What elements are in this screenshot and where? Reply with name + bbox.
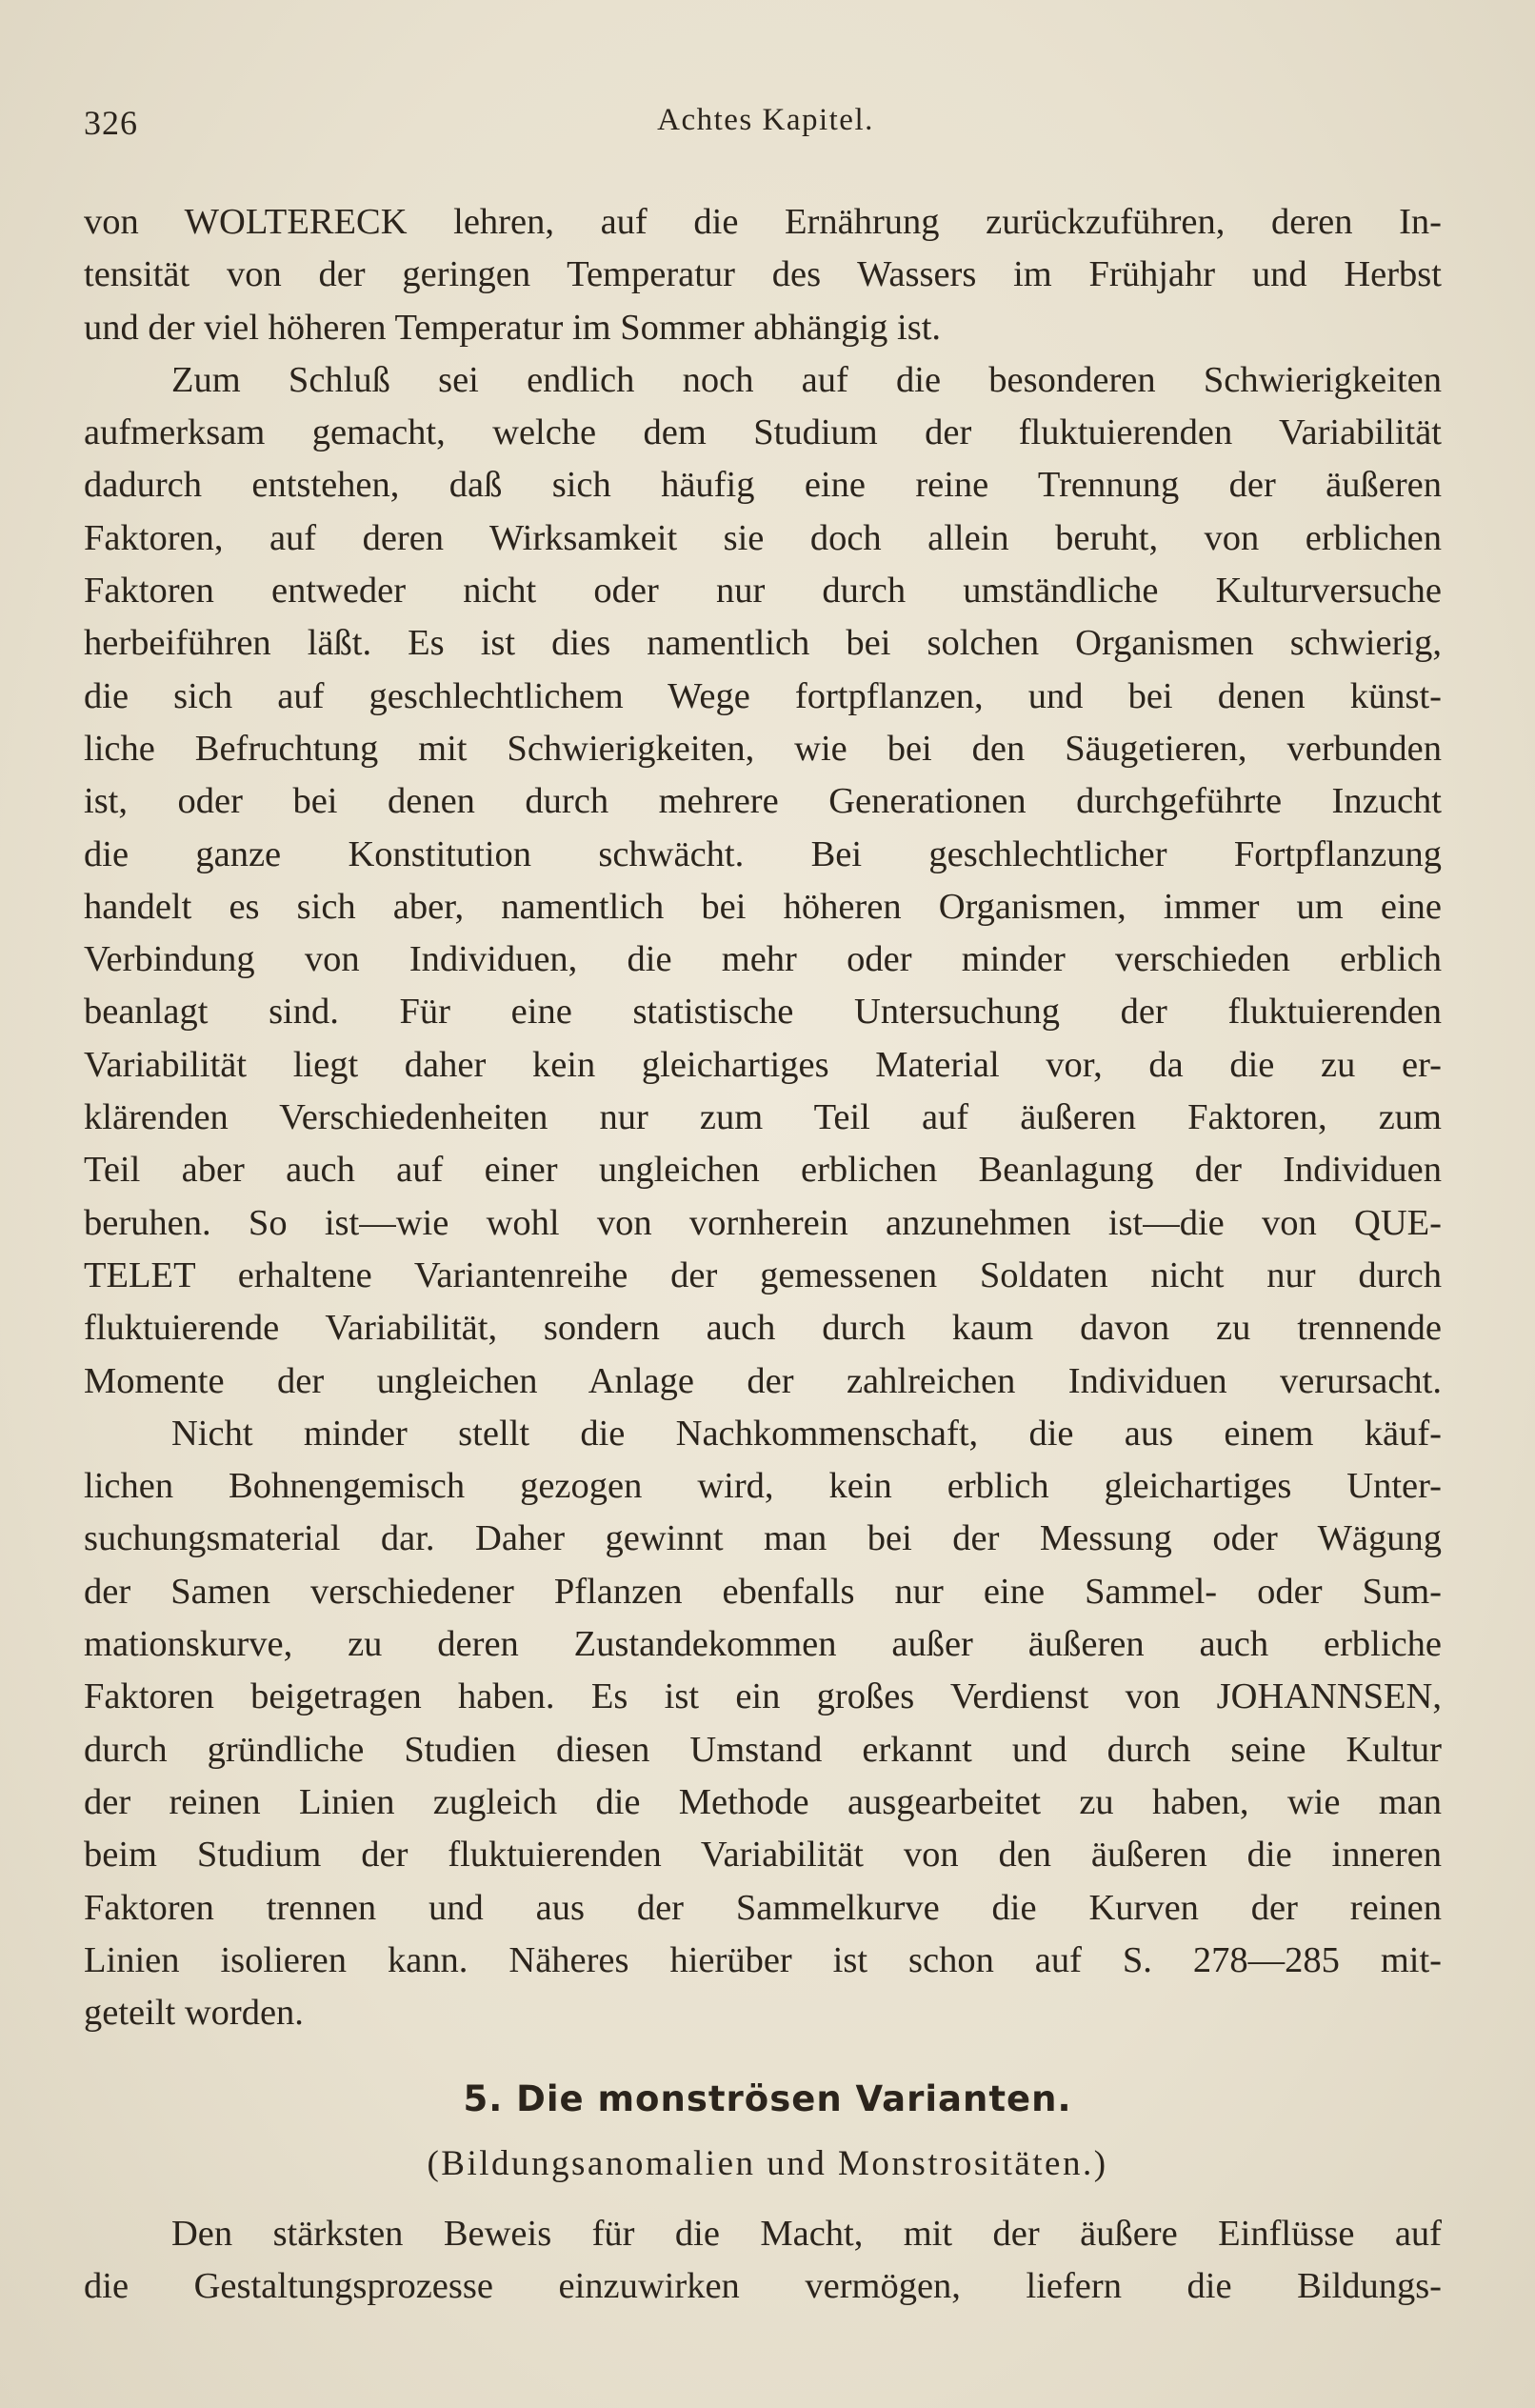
section-heading: 5. Die monströsen Varianten.	[463, 2078, 1072, 2119]
text-line: handelt es sich aber, namentlich bei höheren Organismen, immer um eine	[84, 886, 1442, 927]
text-line: beim Studium der fluktuierenden Variabilität von den äußeren die inneren	[84, 1835, 1442, 1876]
text-line: die sich auf geschlechtlichem Wege fortpflanzen, und bei denen künst-	[84, 675, 1442, 716]
text-line: Faktoren, auf deren Wirksamkeit sie doch allein beruht, von erblichen	[84, 517, 1442, 558]
text-line: Linien isolieren kann. Näheres hierüber ist schon auf S. 278—285 mit-	[84, 1939, 1442, 1980]
text-line: Faktoren entweder nicht oder nur durch umständliche Kulturversuche	[84, 571, 1442, 612]
text-line: Teil aber auch auf einer ungleichen erblichen Beanlagung der Individuen	[84, 1150, 1442, 1191]
chapter-title: Achtes Kapitel.	[657, 103, 874, 137]
text-line: die ganze Konstitution schwächt. Bei geschlechtlicher Fortpflanzung	[84, 833, 1442, 874]
text-line: suchungsmaterial dar. Daher gewinnt man bei der Messung oder Wägung	[84, 1518, 1442, 1559]
text-line: tensität von der geringen Temperatur des Wassers im Frühjahr und Herbst	[84, 254, 1442, 295]
main-text-block	[84, 196, 1442, 2039]
page-number: 326	[84, 104, 138, 142]
text-line: dadurch entstehen, daß sich häufig eine reine Trennung der äußeren	[84, 465, 1442, 506]
text-line: Faktoren trennen und aus der Sammelkurve die Kurven der reinen	[84, 1887, 1442, 1928]
text-line: Faktoren beigetragen haben. Es ist ein großes Verdienst von JOHANNSEN,	[84, 1676, 1442, 1717]
text-line: lichen Bohnengemisch gezogen wird, kein erblich gleichartiges Unter-	[84, 1466, 1442, 1507]
text-line: herbeiführen läßt. Es ist dies namentlich bei solchen Organismen schwierig,	[84, 623, 1442, 664]
text-line: Momente der ungleichen Anlage der zahlreichen Individuen verursacht.	[84, 1360, 1442, 1401]
text-line: beruhen. So ist—wie wohl von vornherein anzunehmen ist—die von QUE-	[84, 1202, 1442, 1243]
text-line: liche Befruchtung mit Schwierigkeiten, wie bei den Säugetieren, verbunden	[84, 728, 1442, 769]
text-line: aufmerksam gemacht, welche dem Studium der fluktuierenden Variabilität	[84, 412, 1442, 453]
text-line: und der viel höheren Temperatur im Sommer abhängig ist.	[84, 307, 942, 348]
text-line: von WOLTERECK lehren, auf die Ernährung zurückzuführen, deren In-	[84, 202, 1442, 242]
text-line: ist, oder bei denen durch mehrere Generationen durchgeführte Inzucht	[84, 781, 1442, 822]
section-text-block	[84, 2208, 1442, 2314]
section-subheading: (Bildungsanomalien und Monstrositäten.)	[427, 2144, 1108, 2183]
text-line: geteilt worden.	[84, 1993, 304, 2034]
text-line: Zum Schluß sei endlich noch auf die besonderen Schwierigkeiten	[171, 359, 1442, 400]
text-line: fluktuierende Variabilität, sondern auch durch kaum davon zu trennende	[84, 1308, 1442, 1349]
text-line: Verbindung von Individuen, die mehr oder minder verschieden erblich	[84, 939, 1442, 980]
text-line: Variabilität liegt daher kein gleichartiges Material vor, da die zu er-	[84, 1044, 1442, 1085]
text-line: Nicht minder stellt die Nachkommenschaft, die aus einem käuf-	[171, 1413, 1442, 1454]
text-line: TELET erhaltene Variantenreihe der gemessenen Soldaten nicht nur durch	[84, 1254, 1442, 1295]
text-line: klärenden Verschiedenheiten nur zum Teil auf äußeren Faktoren, zum	[84, 1097, 1442, 1138]
text-line: der reinen Linien zugleich die Methode ausgearbeitet zu haben, wie man	[84, 1781, 1442, 1822]
text-line: Den stärksten Beweis für die Macht, mit der äußere Einflüsse auf	[171, 2214, 1442, 2254]
text-line: durch gründliche Studien diesen Umstand erkannt und durch seine Kultur	[84, 1729, 1442, 1770]
text-line: die Gestaltungsprozesse einzuwirken vermögen, liefern die Bildungs-	[84, 2266, 1442, 2307]
text-line: mationskurve, zu deren Zustandekommen außer äußeren auch erbliche	[84, 1624, 1442, 1665]
text-line: der Samen verschiedener Pflanzen ebenfalls nur eine Sammel- oder Sum-	[84, 1571, 1442, 1612]
text-line: beanlagt sind. Für eine statistische Untersuchung der fluktuierenden	[84, 992, 1442, 1033]
running-head	[84, 103, 1447, 150]
